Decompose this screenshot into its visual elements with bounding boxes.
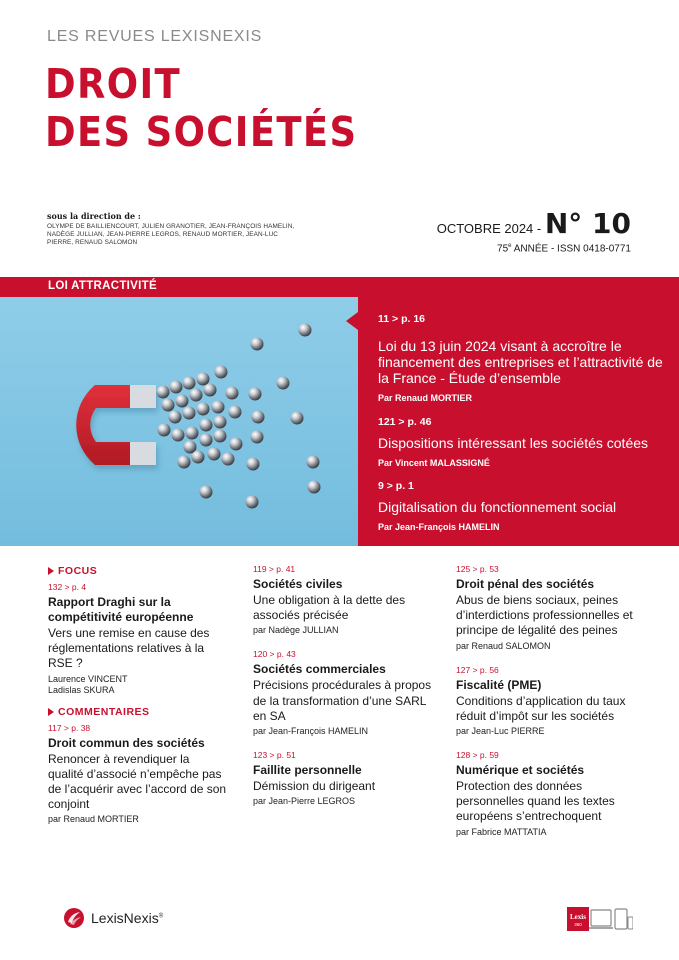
article-description: Protection des données personnelles quand les textes européens s’entrechoquent [456,779,615,824]
steel-ball [252,411,265,424]
article-ref: 128 > p. 59 [456,750,499,761]
lexisnexis-wordmark [91,910,163,926]
steel-ball [186,427,199,440]
directors-list: OLYMPE DE BAILLIENCOURT, JULIEN GRANOTIER, JEAN-FRANÇOIS HAMELIN, NADÈGE JULLIAN, JEAN-PIERRE LEGROS, RENAUD MORTIER, JEAN-LUC PIERRE, RENAUD SALOMON [47,223,295,246]
steel-ball [214,430,227,443]
steel-ball [183,407,196,420]
article-author: par Nadège JULLIAN [253,625,339,636]
steel-ball [172,429,185,442]
steel-ball [251,338,264,351]
article-author: par Jean-Pierre LEGROS [253,796,356,807]
devices-icon [567,907,633,931]
steel-ball [157,386,170,399]
lexisnexis-logo [63,907,163,929]
article-description: Vers une remise en cause des réglementations relatives à la RSE ? [48,626,210,671]
article-author: Laurence VINCENT [48,673,128,684]
steel-ball [162,399,175,412]
brand-trademark: ® [158,913,164,920]
section-focus [48,564,228,578]
article-heading[interactable]: Droit commun des sociétés [48,735,205,750]
steel-ball [200,419,213,432]
steel-ball [226,387,239,400]
steel-ball [204,384,217,397]
magnet-illustration [0,297,358,546]
article-heading[interactable]: Rapport Draghi sur la compétitivité européenne [48,595,194,624]
steel-ball [249,388,262,401]
issue-year-issn [497,243,631,254]
steel-ball [246,496,259,509]
steel-ball [208,448,221,461]
featured-title-2[interactable]: Dispositions intéressant les sociétés cotées [378,435,649,451]
steel-ball [230,438,243,451]
steel-ball [307,456,320,469]
topic-label: LOI ATTRACTIVITÉ [48,280,157,292]
featured-ref-3: 9 > p. 1 [378,480,414,492]
lexis-badge-text: Lexis [570,913,586,921]
lexis-badge-subtext: 360 [574,922,582,927]
steel-ball [214,416,227,429]
article-description: Précisions procédurales à propos de la transformation d’une SARL en SA [253,678,432,723]
article-ref: 120 > p. 43 [253,649,296,660]
article-heading[interactable]: Fiscalité (PME) [456,677,542,692]
featured-notch [346,312,358,330]
steel-ball [192,451,205,464]
article-author: par Renaud MORTIER [48,814,139,825]
steel-ball [251,431,264,444]
steel-ball [212,401,225,414]
steel-ball [215,366,228,379]
year-sup: e [508,243,512,249]
article-heading[interactable]: Sociétés commerciales [253,662,386,677]
article-author: par Fabrice MATTATIA [456,826,547,837]
article-ref: 132 > p. 4 [48,582,87,592]
direction-label: sous la direction de : [47,211,141,221]
steel-ball [190,389,203,402]
article-ref: 127 > p. 56 [456,664,499,675]
brand-name: LexisNexis [91,910,159,926]
steel-ball [197,403,210,416]
steel-ball [169,411,182,424]
featured-ref-1: 11 > p. 16 [378,313,425,325]
steel-ball [178,456,191,469]
featured-title-3[interactable]: Digitalisation du fonctionnement social [378,499,617,515]
steel-ball [200,434,213,447]
steel-ball [247,458,260,471]
article-author: par Jean-François HAMELIN [253,726,369,737]
article-heading[interactable]: Droit pénal des sociétés [456,577,595,591]
article-description: Une obligation à la dette des associés précisée [253,593,406,623]
featured-author-3: Par Jean-François HAMELIN [378,522,500,532]
triangle-right-icon [48,567,54,575]
steel-ball [222,453,235,466]
article-heading[interactable]: Sociétés civiles [253,577,343,591]
featured-author-1: Par Renaud MORTIER [378,393,473,403]
article-author: par Jean-Luc PIERRE [456,726,545,737]
article-author: par Renaud SALOMON [456,640,551,651]
featured-author-2: Par Vincent MALASSIGNÉ [378,458,490,468]
article-description: Abus de biens sociaux, peines d’interdictions professionnelles et principe de légalité des peines [456,593,633,638]
magnet-attracting-balls-illustration [0,297,358,546]
year-issn: ANNÉE - ISSN 0418-0771 [511,243,631,255]
topic-band [0,277,679,297]
section-commentaires [48,705,228,719]
article-heading[interactable]: Numérique et sociétés [456,763,585,778]
article-ref: 123 > p. 51 [253,750,296,761]
journal-title-line1: DROIT [45,60,182,108]
article-ref: 125 > p. 53 [456,564,499,574]
column-3 [456,564,636,838]
section-commentaires-label: COMMENTAIRES [58,705,150,718]
issue-date: OCTOBRE 2024 - [436,221,545,236]
article-description: Renoncer à revendiquer la qualité d’associé n’empêche pas de l’acquérir avec l’accord de son conjoint [48,751,227,812]
column-focus-commentaires [48,564,228,825]
steel-ball [197,373,210,386]
article-heading[interactable]: Faillite personnelle [253,763,362,778]
article-description: Démission du dirigeant [253,779,376,794]
article-ref: 119 > p. 41 [253,564,296,574]
year-number: 75 [497,243,509,255]
steel-ball [183,377,196,390]
steel-ball [200,486,213,499]
article-ref: 117 > p. 38 [48,722,91,733]
steel-ball [170,381,183,394]
lexisnexis-logo-icon [63,907,85,929]
triangle-right-icon [48,708,54,716]
article-author: Ladislas SKURA [48,684,115,695]
issue-number: N° 10 [544,207,631,240]
steel-ball [229,406,242,419]
steel-ball [158,424,171,437]
steel-ball [291,412,304,425]
column-2 [253,564,438,807]
journal-title-line2: DES SOCIÉTÉS [45,108,358,156]
series-name: LES REVUES LEXISNEXIS [47,28,263,45]
featured-ref-2: 121 > p. 46 [378,416,432,428]
steel-ball [299,324,312,337]
steel-ball [176,395,189,408]
section-focus-label: FOCUS [58,565,98,577]
featured-panel [358,297,679,546]
featured-title-1[interactable]: Loi du 13 juin 2024 visant à accroître le financement des entreprises et l’attractivité de la France - Étude d’ensemble [378,338,663,386]
steel-ball [277,377,290,390]
article-description: Conditions d’application du taux réduit d’impôt sur les sociétés [456,693,626,723]
issue-info [437,207,631,240]
steel-ball [308,481,321,494]
